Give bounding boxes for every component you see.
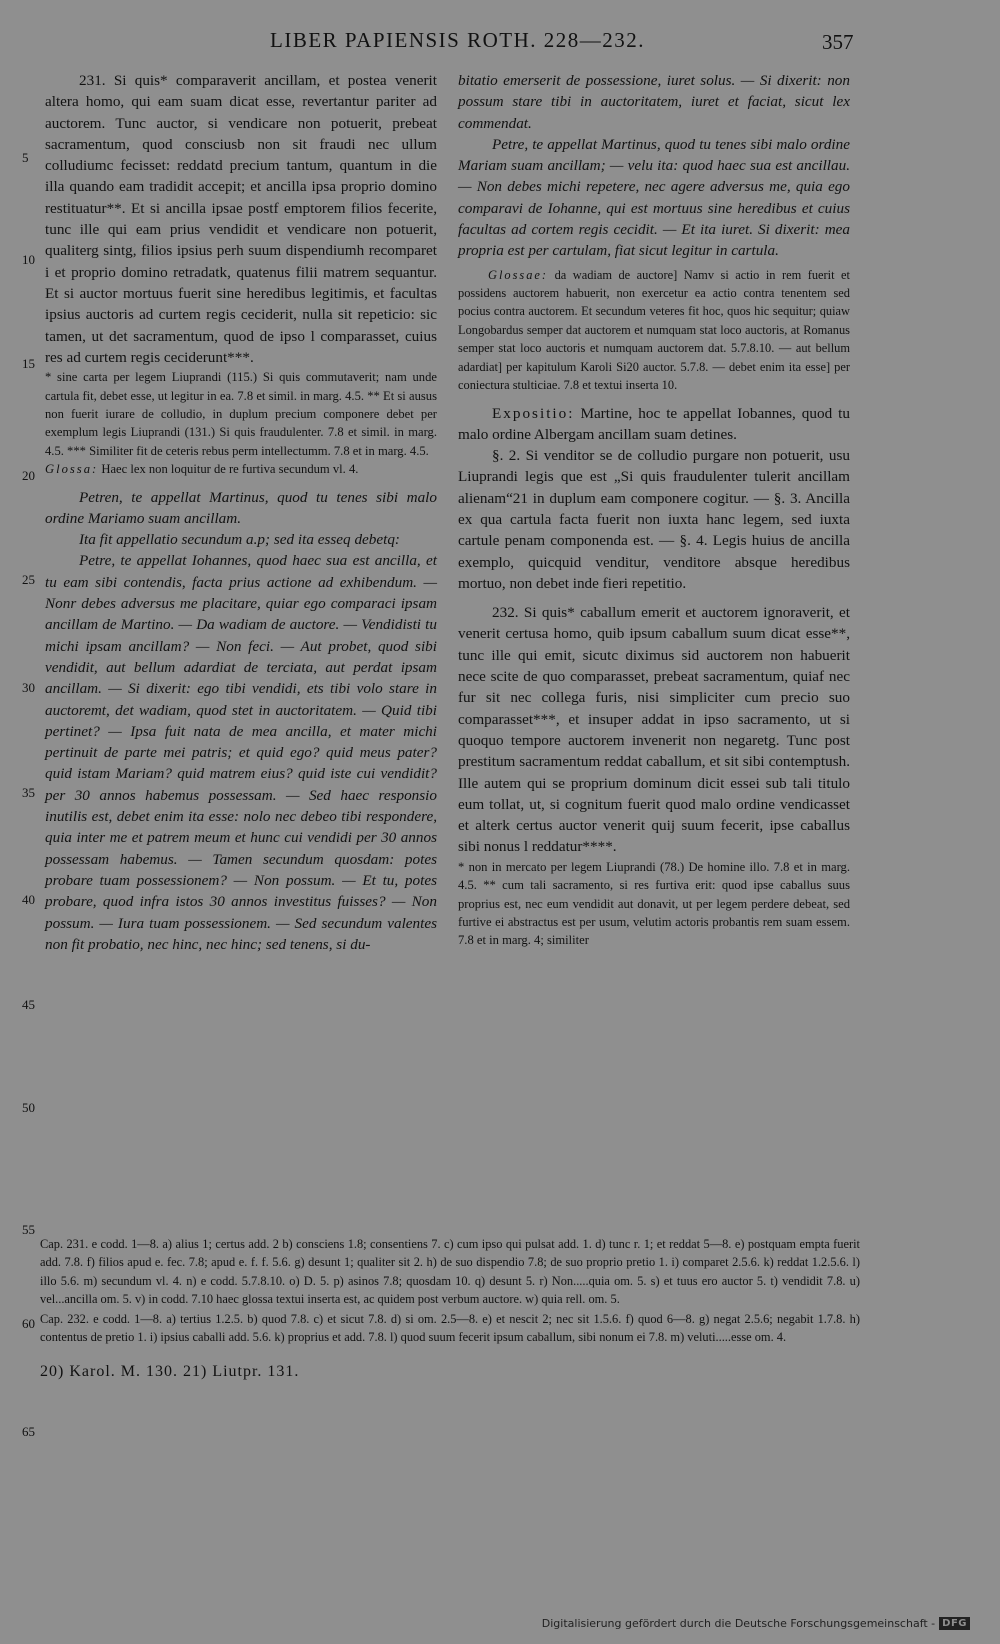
line-number: 65 [22,1424,35,1439]
apparatus-cap-231: Cap. 231. e codd. 1—8. a) alius 1; certus add. 2 b) consciens 1.8; consentiens 7. c) cum ipso qui pulsat add. 1. d) tunc r. 1; et reddat 5—8. e) postquam empta fuerit add. 7.8. f) filios apud e. fec. 7.8; apud e. f. f. 5.6. g) desunt 1; qualiter sit 2. h) de suo dispendio 7.8; de suo proprio pretio 1. i) comparet 2.5.6. k) reddat 1.2.5.6. l) illo 5.6. m) secundum vl. 4. n) e codd. 5.7.8.10. o) D. 5. p) asinos 7.8; quosdam 10. q) desunt 5. r) Non.....quia om. 5. s) et tuus ero auctor 5. t) vendidit 7.8. u) vel...ancilla om. 5. v) in codd. 7.10 haec glossa textui inserta est, ac quidem post verbum auctore. w) quia rell. om. 5. [40,1237,860,1306]
dialogue-continuation: bitatio emerserit de possessione, iuret solus. — Si dixerit: non possum stare tibi in auctoritatem, iuret et faciat, sicut lex commendat. [458,72,850,132]
apparatus-cap-232: Cap. 232. e codd. 1—8. a) tertius 1.2.5. b) quod 7.8. c) et sicut 7.8. d) si om. 2.5—8. e) et nescit 2; nec sit 1.5.6. f) quod 6—8. g) negat 2.5.6; negabit 1.7.8. h) contentus de pretio 1. i) ipsius caballi add. 5.6. k) proprius et add. 7.8. l) quod suum fecerit ipsum caballum, sibi nonum ei 7.8. m) veluti.....esse om. 4. [40,1312,860,1345]
dialogue-paragraph: Petre, te appellat Iohannes, quod haec sua est ancilla, et tu eam sibi contendis, facta prius actione ad exhibendum. — Nonr debes adversus me placitare, quiar ego comparaci ipsam ancillam de Martino. — Da wadiam de auctore. — Vendidisti tu michi ipsam ancillam? — Non feci. — Aut probet, quod sibi vendidit, aut bellum adardiat de terciata, aut perdat ipsam ancillam. — Si dixerit: ego tibi vendidi, ets tibi volo stare in auctoremt, det wadiam, quod stet in auctoritatem. — Quid tibi pertinet? — Ipsa fuit nata de mea ancilla, et mater michi pertinuit de parte mei patris; et quid ego? quid meus pater? quid istam Mariam? quid matrem eius? quid iste cui vendidit? per 30 annos habemus possessam. — Sed haec responsio inutilis est, debet enim ita esse: nolo nec debeo tibi respondere, quia inter me et patrem meum et hunc cui vendidi per 30 annos possessam habemus. — Tamen secundum quosdam: potes probare tuam possessionem? — Non possum. — Et tu, potes probare, quod infra istos 30 annos investitus fuisses? — Non possum. — Iura tuam possessionem. — Sed secundum valentes non fit probatio, nec hinc, nec hinc; sed tenens, si du- [45,552,437,953]
page-number: 357 [822,30,854,54]
expositio-text: Martine, hoc te appellat Iobannes, quod tu malo ordine Albergam ancillam suam detines. [458,404,850,443]
dfg-logo: DFG [939,1617,970,1630]
expositio-label: Expositio: [492,404,575,422]
line-number: 45 [22,997,35,1012]
glossa-text: Haec lex non loquitur de re furtiva secundum vl. 4. [101,462,359,477]
line-number: 60 [22,1316,35,1331]
dialogue-paragraph: Ita fit appellatio secundum a.p; sed ita esseq debetq: [79,531,400,549]
line-number: 25 [22,572,35,587]
line-number: 5 [22,150,29,165]
dialogue-paragraph: Petren, te appellat Martinus, quod tu tenes sibi malo ordine Mariamo suam ancillam. [45,488,437,527]
line-number: 50 [22,1100,35,1115]
critical-apparatus [40,1235,860,1383]
expositio-paragraph: §. 2. Si venditor se de colludio purgare non potuerit, usu Liuprandi legis que est „Si quis fraudulenter tulerit ancillam alienam“21 in duplum eam componere cogitur. — §. 3. Ancilla ex qua cartula facta fuerit non iuxta hanc legem, sed iuxta cartule penam componenda est. — §. 4. Legis huius de ancilla exemplo, quicquid venditur, venditore absque heredibus mortuo, non debet inde fieri repetitio. [458,447,850,592]
line-number: 10 [22,252,35,267]
running-title: LIBER PAPIENSIS ROTH. 228—232. [270,28,646,52]
footnote-references: 20) Karol. M. 130. 21) Liutpr. 131. [40,1362,300,1380]
line-number: 20 [22,468,35,483]
dialogue-paragraph: Petre, te appellat Martinus, quod tu tenes sibi malo ordine Mariam suam ancillam; — velu ita: quod haec sua est ancillau. — Non debes michi repetere, nec agere adversus me, quia ego comparavi de Iohanne, qui est mortuus sine heredibus et cuius facultas ad cortem regis cecidit. — Et ita iuret. Si dixerit: mea propria est per cartulam, fiat sicut legitur in cartula. [458,135,850,260]
line-number: 35 [22,785,35,800]
glossae-text: da wadiam de auctore] Namv si actio in rem fuerit et possidens auctorem habuerit, non exercetur ea actio contra tenentem sed pocius contra auctorem. Et secundum veteres fit hoc, quos hic sequitur; quiaw Longobardus semper dat auctorem et numquam stat loco auctoris, at Romanus semper stat loco auctoris et numquam auctorem dat. 5.7.8.10. — aut bellum adardiat] per kapitulum Karoli Si20 auctor. 5.7.8. — debet enim ita esse] per coniectura stulticiae. 7.8 et textui inserta 10. [458,267,850,393]
credit-text: Digitalisierung gefördert durch die Deutsche Forschungsgemeinschaft - [541,1617,936,1630]
glossa-label: Glossa: [45,462,99,477]
line-number: 15 [22,356,35,371]
law-231-text: 231. Si quis* comparaverit ancillam, et postea venerit altera homo, qui eam suam dicat esse, revertantur pariter ad auctorem. Tunc auctor, si vendicare non potuerit, prebeat sacramentum, quod consciusb non sit fraudi nec ullum colludiumc fecisset: reddatd precium tantum, quantum in die illa quando eam tradidit accepit; et ancilla ipsa proprio domino restituatur**. Et si ancilla ipsae postf emptorem filios fecerite, tunc ille qui eam prius vendidit et vendicare non potuerit, qualiterg sintg, filios ipsius perh suum dispendiumh recomparet i et proprio domino retradatk, quatenus filii matrem sequantur. Et si auctor mortuus fuerit sine heredibus legitimis, et facultas ipsius auctoris ad curtem regis ceciderit, nulla sit repeticio: sic tamen, ut det sacramentum, quod de ipso l comparasset, cuius res ad curtem regis ceciderunt***. [45,72,437,366]
line-number: 30 [22,680,35,695]
law-232-notes: * non in mercato per legem Liuprandi (78.) De homine illo. 7.8 et in marg. 4.5. ** cum tali sacramento, si res furtiva erit: quod ipse caballus suus proprius est, nec eum vendidit aut donavit, ut per legem perdere debeat, sed furtive ei abstractus est per usum, velutim actoris probantis rem suam essem. 7.8 et in marg. 4; similiter [458,859,850,948]
glossae-label: Glossae: [488,267,549,282]
law-231-notes: * sine carta per legem Liuprandi (115.) Si quis commutaverit; nam unde cartula fit, debet esse, ut legitur in ea. 7.8 et simil. in marg. 4.5. ** Et si ausus non fuerit iurare de colludio, in duplum precium componere debet per exemplum legis Liuprandi (131.) Si quis fraudulenter. 7.8 et simil. in marg. 4.5. *** Similiter fit de ceteris rebus perm intellectumm. 7.8 et in marg. 4.5. [45,370,437,458]
line-number: 40 [22,892,35,907]
law-232-text: 232. Si quis* caballum emerit et auctorem ignoraverit, et venerit certusa homo, quib ipsum caballum suum dicat esse**, tunc ille qui emit, sicutc diximus sid auctorem non habuerit nece scite de quo comparasset, prebeat sacramentum, quiaf nec fur sit nec collega furis, nisi simpliciter cum precio suo comparasset***, et insuper addat in ipso sacramento, ut si quoquo tempore auctorem invenerit non negaretg. Tunc post prestitum sacramentum reddat caballum, et sit sibi contemptush. Ille autem qui se proprium dominum dicit essei sub tali titulo eum tollat, ut, si cognitum fuerit quod malo ordine vendicasset et alterk certus auctor venerit quij suum fecerit, ipse caballus sibi nonus l reddatur****. [458,604,850,856]
digitization-credit [542,1617,970,1630]
right-column [458,70,850,950]
left-column [45,70,437,955]
line-number: 55 [22,1222,35,1237]
